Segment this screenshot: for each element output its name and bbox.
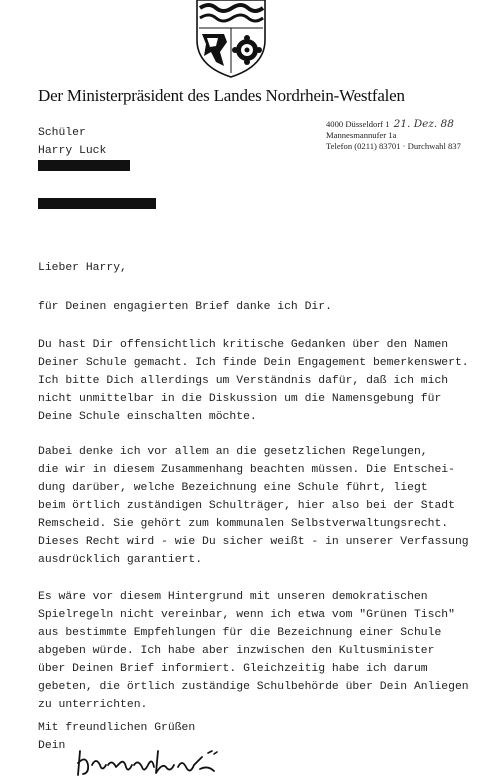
letterhead-title: Der Ministerpräsident des Landes Nordrhein-Westfalen [38,86,405,105]
sender-city: 4000 Düsseldorf 1 [326,119,390,129]
letter-date: 21. Dez. 88 [393,118,454,130]
coat-of-arms-icon [194,0,268,78]
paragraph-2: Du hast Dir offensichtlich kritische Gedanken über den Namen Deiner Schule gemacht. Ich finde Dein Engagement bemerkenswert. Ich bitte Dich allerdings um Verständnis dafür, daß ich mich nicht unmittelbar in die Diskussion um die Namensgebung für Deine Schule einschalten möchte. [38,339,469,423]
sender-street: Mannesmannufer 1a [326,130,397,140]
sender-city-line [326,119,461,130]
handwritten-signature [74,745,234,779]
recipient-name: Harry Luck [38,145,107,157]
recipient-block [38,124,106,160]
redacted-street [38,160,130,171]
closing-dein: Dein [38,740,66,752]
paragraph-1: für Deinen engagierten Brief danke ich Dir. [38,301,332,313]
sender-phone: Telefon (0211) 83701 · Durchwahl 837 [326,141,461,151]
paragraph-3: Dabei denke ich vor allem an die gesetzlichen Regelungen, die wir in diesem Zusammenhang beachten müssen. Die Entschei- dung darüber, welche Bezeichnung eine Schule führt, liegt beim örtlich zuständigen Schulträger, hier also bei der Stadt Remscheid. Sie gehört zum kommunalen Selbstverwaltungsrecht. Dieses Recht wird - wie Du sicher weißt - in unserer Verfassung ausdrücklich garantiert. [38,446,469,566]
recipient-line-1: Schüler [38,127,86,139]
salutation: Lieber Harry, [38,262,127,274]
redacted-city [38,198,156,209]
sender-block [326,119,461,152]
paragraph-4: Es wäre vor diesem Hintergrund mit unseren demokratischen Spielregeln nicht vereinbar, wenn ich etwa vom "Grünen Tisch" aus bestimmte Empfehlungen für die Bezeichnung einer Schule abgeben würde. Ich habe aber inzwischen den Kultusminister über Deinen Brief informiert. Gleichzeitig habe ich darum gebeten, die örtlich zuständige Schulbehörde über Dein Anliegen zu unterrichten. [38,591,469,711]
closing-greeting: Mit freundlichen Grüßen [38,722,196,734]
